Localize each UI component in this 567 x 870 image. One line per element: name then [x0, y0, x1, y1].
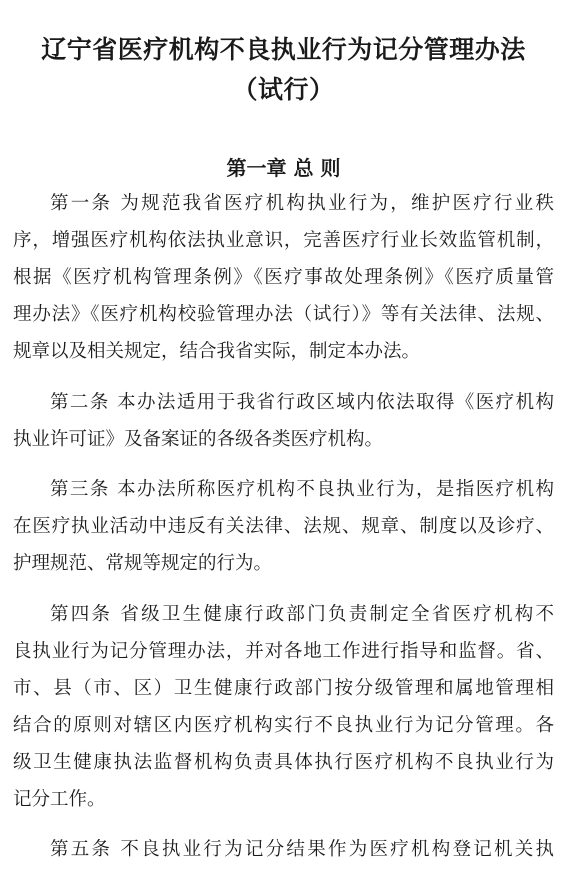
- article-1-line-4: 理办法》《医疗机构校验管理办法（试行）》等有关法律、法规、: [13, 304, 554, 325]
- article-2-line-1: 第二条 本办法适用于我省行政区域内依法取得《医疗机构: [50, 392, 554, 413]
- article-1-line-3: 根据《医疗机构管理条例》《医疗事故处理条例》《医疗质量管: [13, 267, 554, 288]
- article-1-line-5: 规章以及相关规定，结合我省实际，制定本办法。: [13, 341, 421, 362]
- article-1-line-2: 序，增强医疗机构依法执业意识，完善医疗行业长效监管机制，: [13, 230, 554, 251]
- article-1-line-1: 第一条 为规范我省医疗机构执业行为，维护医疗行业秩: [50, 193, 554, 214]
- document-title-suffix: （试行）: [232, 75, 335, 104]
- article-5-line-1: 第五条 不良执业行为记分结果作为医疗机构登记机关执: [50, 839, 554, 860]
- article-4-line-6: 记分工作。: [13, 789, 106, 810]
- article-2-line-2: 执业许可证》及备案证的各级各类医疗机构。: [13, 429, 384, 450]
- article-3-line-2: 在医疗执业活动中违反有关法律、法规、规章、制度以及诊疗、: [13, 516, 554, 537]
- article-4-line-4: 结合的原则对辖区内医疗机构实行不良执业行为记分管理。各: [13, 715, 554, 736]
- article-3-line-3: 护理规范、常规等规定的行为。: [13, 553, 273, 574]
- article-4-line-3: 市、县（市、区）卫生健康行政部门按分级管理和属地管理相: [13, 678, 554, 699]
- article-4-line-2: 良执业行为记分管理办法，并对各地工作进行指导和监督。省、: [13, 641, 554, 662]
- article-3-line-1: 第三条 本办法所称医疗机构不良执业行为，是指医疗机构: [50, 479, 554, 500]
- document-title: 辽宁省医疗机构不良执业行为记分管理办法: [41, 35, 526, 64]
- article-4-line-1: 第四条 省级卫生健康行政部门负责制定全省医疗机构不: [50, 604, 554, 625]
- article-4-line-5: 级卫生健康执法监督机构负责具体执行医疗机构不良执业行为: [13, 752, 554, 773]
- chapter-heading: 第一章 总 则: [226, 156, 341, 180]
